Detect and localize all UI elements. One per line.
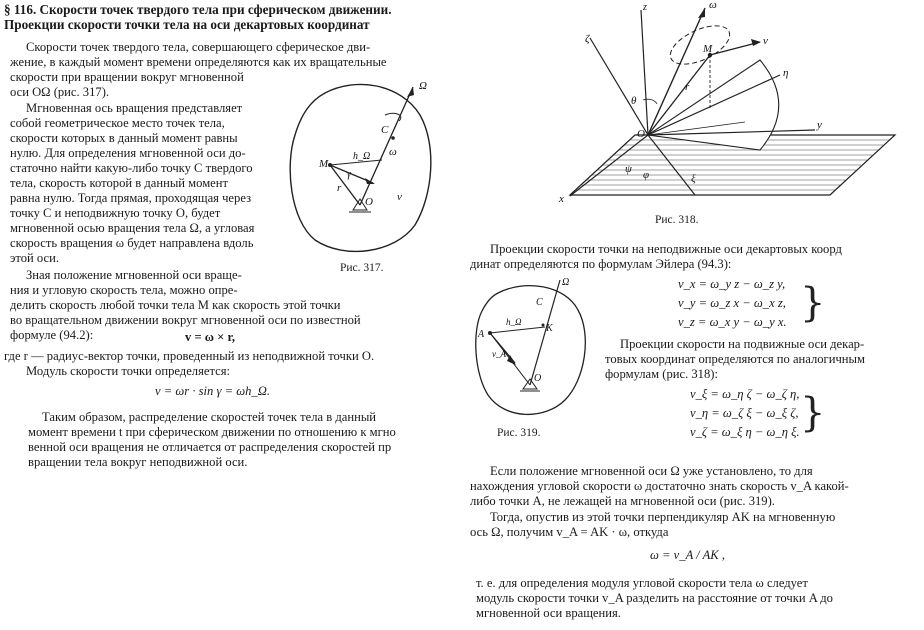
label-o: O [365, 196, 373, 208]
formula-velocity-modulus: v = ωr · sin γ = ωh_Ω. [155, 384, 270, 398]
formula-velocity-vector: v = ω × r, [185, 330, 236, 344]
label-h: h_Ω [353, 151, 371, 162]
euler-moving-line: v_η = ω_ζ ξ − ω_ξ ζ, [690, 406, 799, 420]
paragraph-line: Если положение мгновенной оси Ω уже установлено, то для [490, 464, 813, 478]
paragraph-line: равна нулю. Тогда прямая, проходящая через [10, 191, 252, 205]
paragraph-line: Зная положение мгновенной оси враще- [26, 268, 242, 282]
paragraph-line: ния и угловую скорость тела, можно опре- [10, 283, 238, 297]
paragraph-line: жение, в каждый момент времени определяются как их вращательные [10, 55, 387, 69]
label-k: K [546, 323, 553, 334]
label-r: r [337, 182, 342, 194]
paragraph-line: во вращательном движении вокруг мгновенной оси по известной [10, 313, 361, 327]
euler-moving-line: v_ξ = ω_η ζ − ω_ζ η, [690, 387, 800, 401]
figure-318-caption: Рис. 318. [655, 214, 699, 226]
paragraph-line: скорости при вращении вокруг мгновенной [10, 70, 244, 84]
label-omega: ω [709, 0, 717, 11]
label-v: v [397, 191, 402, 203]
paragraph-line: Мгновенная ось вращения представляет [26, 101, 243, 115]
label-h: h_Ω [506, 317, 522, 327]
figure-319-caption: Рис. 319. [497, 427, 541, 439]
paragraph-line: оси OΩ (рис. 317). [10, 85, 110, 99]
paragraph-line: Таким образом, распределение скоростей точек тела в данный [42, 410, 377, 424]
paragraph-line: либо точки A, не лежащей на мгновенной оси (рис. 319). [470, 494, 775, 508]
paragraph-line: Модуль скорости точки определяется: [26, 364, 231, 378]
paragraph-line: т. е. для определения модуля угловой скорости тела ω следует [476, 576, 808, 590]
paragraph-line: скорости которых в данный момент равны [10, 131, 238, 145]
paragraph-line: Тогда, опустив из этой точки перпендикуляр AK на мгновенную [490, 510, 836, 524]
label-gamma: γ [347, 169, 351, 180]
figure-317-caption: Рис. 317. [340, 262, 384, 274]
paragraph-line: модуль скорости точки v_A разделить на расстояние от точки A до [476, 591, 833, 605]
paragraph-line: делить скорость любой точки тела M как скорость этой точки [10, 298, 341, 312]
label-omega-axis: Ω [419, 80, 427, 92]
paragraph-line: статочно найти какую-либо точку C твердого [10, 161, 253, 175]
euler-fixed-line: v_z = ω_x y − ω_y x. [678, 315, 787, 329]
section-heading-line2: Проекции скорости точки тела на оси декартовых координат [4, 17, 370, 32]
euler-moving-line: v_ζ = ω_ξ η − ω_η ξ. [690, 425, 800, 439]
label-psi: ψ [625, 163, 632, 175]
paragraph-line: точку C и неподвижную точку O, будет [10, 206, 221, 220]
figure-318 [545, 0, 915, 212]
label-omega: ω [389, 146, 397, 158]
paragraph-line: мгновенной осью вращения тела Ω, а угловая [10, 221, 255, 235]
euler-moving-brace: } [800, 390, 826, 436]
paragraph-line: момент времени t при сферическом движении по отношению к мгно [28, 425, 396, 439]
paragraph-line: мгновенной оси вращения. [476, 606, 621, 620]
label-o: O [637, 128, 645, 140]
paragraph-line: где r — радиус-вектор точки, проведенный из неподвижной точки O. [4, 349, 375, 363]
euler-fixed-line: v_x = ω_y z − ω_z y, [678, 277, 786, 291]
euler-fixed-brace: } [800, 280, 826, 326]
label-omega-axis: Ω [562, 277, 570, 288]
euler-fixed-line: v_y = ω_z x − ω_x z, [678, 296, 786, 310]
paragraph-line: этой оси. [10, 251, 60, 265]
paragraph-line: скорость вращения ω будет направлена вдоль [10, 236, 254, 250]
paragraph-line: динат определяются по формулам Эйлера (94.3): [470, 257, 732, 271]
label-eta: η [783, 67, 789, 79]
paragraph-line: тела, скорость которой в данный момент [10, 176, 228, 190]
label-v: v [763, 35, 768, 47]
label-x: x [559, 193, 564, 205]
label-theta: θ [631, 95, 637, 107]
label-va: v_A [492, 349, 506, 359]
paragraph-line: товых координат определяются по аналогичным [605, 352, 865, 366]
label-o: O [534, 373, 542, 384]
label-phi: φ [643, 169, 650, 181]
paragraph-line: нулю. Для определения мгновенной оси до- [10, 146, 246, 160]
paragraph-line: Проекции скорости на подвижные оси декар- [620, 337, 865, 351]
label-c: C [536, 297, 543, 308]
label-m: M [319, 158, 329, 170]
figure-319 [470, 275, 595, 425]
label-m: M [703, 43, 713, 55]
paragraph-line: вращении тела вокруг неподвижной оси. [28, 455, 248, 469]
paragraph-line: Скорости точек твердого тела, совершающего сферическое дви- [26, 40, 371, 54]
paragraph-line: ось Ω, получим v_A = AK · ω, откуда [470, 525, 669, 539]
paragraph-line: нахождения угловой скорости ω достаточно знать скорость v_A какой- [470, 479, 849, 493]
label-r: r [685, 81, 690, 93]
label-xi: ξ [691, 173, 696, 185]
formula-angular-velocity: ω = v_A / AK , [650, 548, 725, 562]
figure-317 [285, 75, 445, 260]
label-z: z [643, 2, 647, 13]
label-c: C [381, 124, 389, 136]
label-y: y [817, 119, 822, 131]
paragraph-line: венной оси вращения не отличается от распределения скоростей пр [28, 440, 392, 454]
paragraph-line: формулам (рис. 318): [605, 367, 718, 381]
section-heading-line1: § 116. Скорости точек твердого тела при сферическом движении. [4, 2, 392, 17]
label-zeta: ζ [585, 33, 590, 45]
label-a: A [478, 329, 485, 340]
paragraph-line: формуле (94.2): [10, 328, 94, 342]
paragraph-line: собой геометрическое место точек тела, [10, 116, 225, 130]
paragraph-line: Проекции скорости точки на неподвижные оси декартовых коорд [490, 242, 842, 256]
